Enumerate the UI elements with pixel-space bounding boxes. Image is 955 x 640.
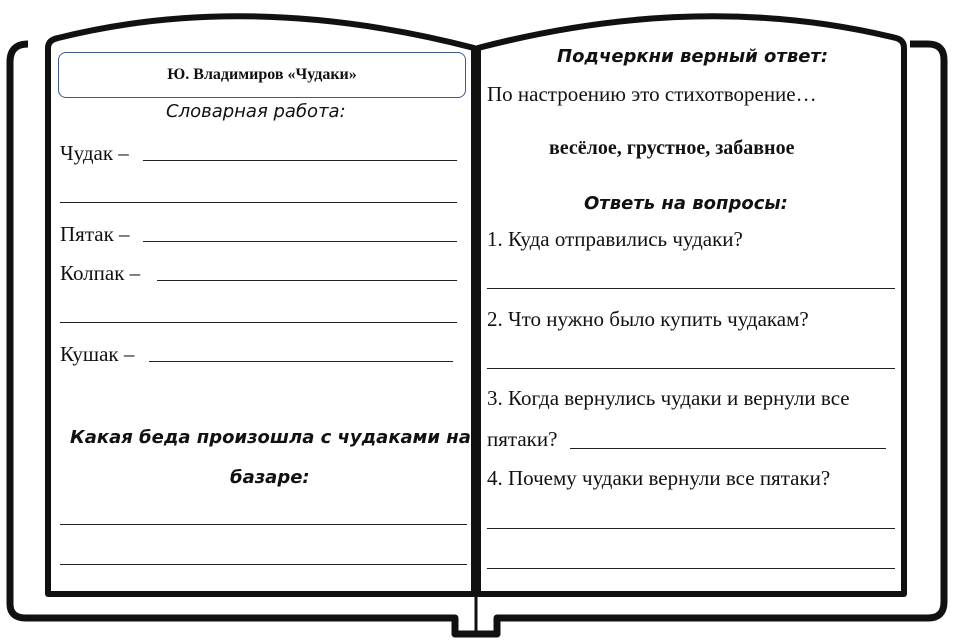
answer-line[interactable] [143, 160, 457, 161]
question-4: 4. Почему чудаки вернули все пятаки? [487, 466, 831, 490]
answer-line[interactable] [157, 280, 457, 281]
answer-line[interactable] [487, 288, 895, 289]
vocab-word-chudak: Чудак – [60, 141, 129, 165]
vocab-word-kushak: Кушак – [60, 342, 135, 366]
answer-heading: Ответь на вопросы: [584, 193, 788, 214]
question-text-continued: базаре: [230, 467, 310, 488]
question-text: Какая беда произошла с чудаками на [70, 427, 471, 448]
vocab-word-kolpak: Колпак – [60, 261, 141, 285]
answer-line[interactable] [570, 448, 886, 449]
answer-line[interactable] [60, 202, 457, 203]
mood-prompt: По настроению это стихотворение… [487, 82, 817, 106]
answer-line[interactable] [60, 564, 467, 565]
mood-options[interactable]: весёлое, грустное, забавное [549, 137, 795, 159]
vocab-heading: Словарная работа: [166, 101, 346, 122]
question-3: 3. Когда вернулись чудаки и вернули все [487, 386, 850, 410]
answer-line[interactable] [487, 568, 895, 569]
answer-line[interactable] [143, 241, 457, 242]
page-title: Ю. Владимиров «Чудаки» [58, 52, 466, 98]
underline-heading: Подчеркни верный ответ: [557, 46, 829, 67]
answer-line[interactable] [149, 361, 453, 362]
answer-line[interactable] [60, 524, 467, 525]
answer-line[interactable] [60, 322, 457, 323]
question-3-continued: пятаки? [487, 427, 558, 451]
answer-line[interactable] [487, 368, 895, 369]
question-1: 1. Куда отправились чудаки? [487, 227, 743, 251]
answer-line[interactable] [487, 528, 895, 529]
vocab-word-pyatak: Пятак – [60, 222, 130, 246]
question-2: 2. Что нужно было купить чудакам? [487, 307, 809, 331]
